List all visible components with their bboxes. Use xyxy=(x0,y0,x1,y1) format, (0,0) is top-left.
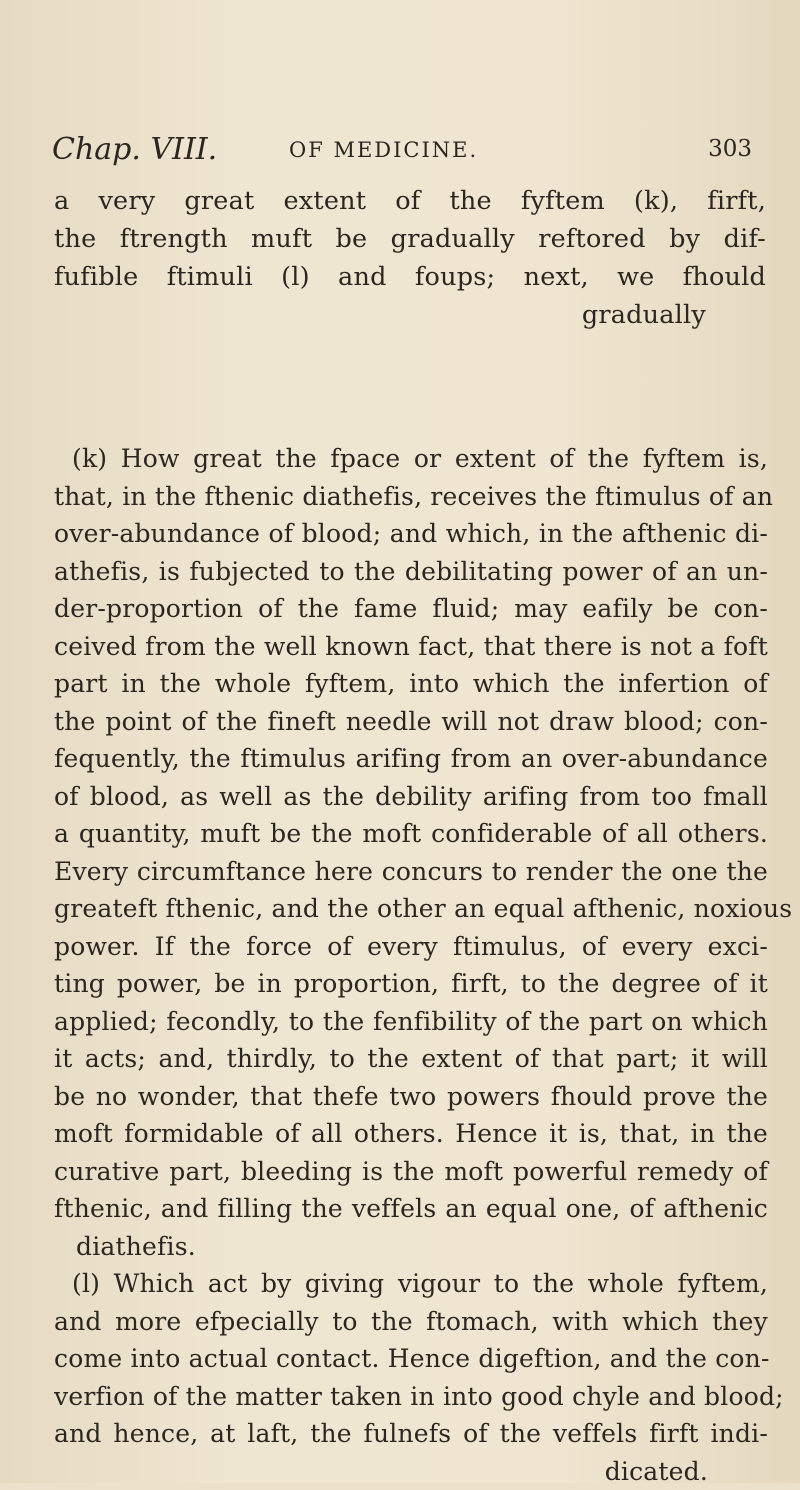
footnote-line: power. If the force of every ftimulus, of every exci- xyxy=(54,928,768,966)
footnote-line: diathefis. xyxy=(54,1228,768,1266)
footnote-line: it acts; and, thirdly, to the extent of that part; it will xyxy=(54,1040,768,1078)
chapter-label: Chap. VIII. xyxy=(52,132,217,167)
catchword: dicated. xyxy=(54,1453,768,1490)
footnote-line: applied; fecondly, to the fenfibility of the part on which xyxy=(54,1003,768,1041)
page-number: 303 xyxy=(708,136,752,162)
footnote-line: a quantity, muft be the moft confiderable of all others. xyxy=(54,815,768,853)
footnote-line: over-abundance of blood; and which, in the afthenic di- xyxy=(54,515,768,553)
footnote-line: ceived from the well known fact, that there is not a foft xyxy=(54,628,768,666)
footnote-line: be no wonder, that thefe two powers fhould prove the xyxy=(54,1078,768,1116)
footnote-line: greateft fthenic, and the other an equal afthenic, noxious xyxy=(54,890,768,928)
text-line: a very great extent of the fyftem (k), firft, xyxy=(54,182,766,220)
footnote-line: part in the whole fyftem, into which the infertion of xyxy=(54,665,768,703)
footnote-line: that, in the fthenic diathefis, receives the ftimulus of an xyxy=(54,478,768,516)
footnote-l-line: come into actual contact. Hence digeftion, and the con- xyxy=(54,1340,768,1378)
text-line: fufible ftimuli (l) and foups; next, we fhould xyxy=(54,258,766,296)
text-line: the ftrength muft be gradually reftored by dif- xyxy=(54,220,766,258)
footnote-line: curative part, bleeding is the moft powerful remedy of xyxy=(54,1153,768,1191)
running-title: OF MEDICINE. xyxy=(289,138,478,162)
footnote-line: Every circumftance here concurs to render the one the xyxy=(54,853,768,891)
footnote-line: (k) How great the fpace or extent of the fyftem is, xyxy=(54,440,768,478)
footnote-k xyxy=(54,440,768,1490)
footnote-line: der-proportion of the fame fluid; may eafily be con- xyxy=(54,590,768,628)
footnote-line: ting power, be in proportion, firft, to the degree of it xyxy=(54,965,768,1003)
footnote-line: athefis, is fubjected to the debilitating power of an un- xyxy=(54,553,768,591)
footnote-l-line: (l) Which act by giving vigour to the whole fyftem, xyxy=(54,1265,768,1303)
main-text xyxy=(54,182,766,334)
footnote-line: fthenic, and filling the veffels an equal one, of afthenic xyxy=(54,1190,768,1228)
footnote-l-line: verfion of the matter taken in into good chyle and blood; xyxy=(54,1378,768,1416)
footnote-line: moft formidable of all others. Hence it is, that, in the xyxy=(54,1115,768,1153)
page-header xyxy=(52,132,752,172)
footnote-line: of blood, as well as the debility arifing from too fmall xyxy=(54,778,768,816)
footnote-line: fequently, the ftimulus arifing from an over-abundance xyxy=(54,740,768,778)
footnote-line: the point of the fineft needle will not draw blood; con- xyxy=(54,703,768,741)
catchword: gradually xyxy=(54,296,766,334)
footnote-l-line: and more efpecially to the ftomach, with which they xyxy=(54,1303,768,1341)
footnote-l-line: and hence, at laft, the fulnefs of the veffels firft indi- xyxy=(54,1415,768,1453)
